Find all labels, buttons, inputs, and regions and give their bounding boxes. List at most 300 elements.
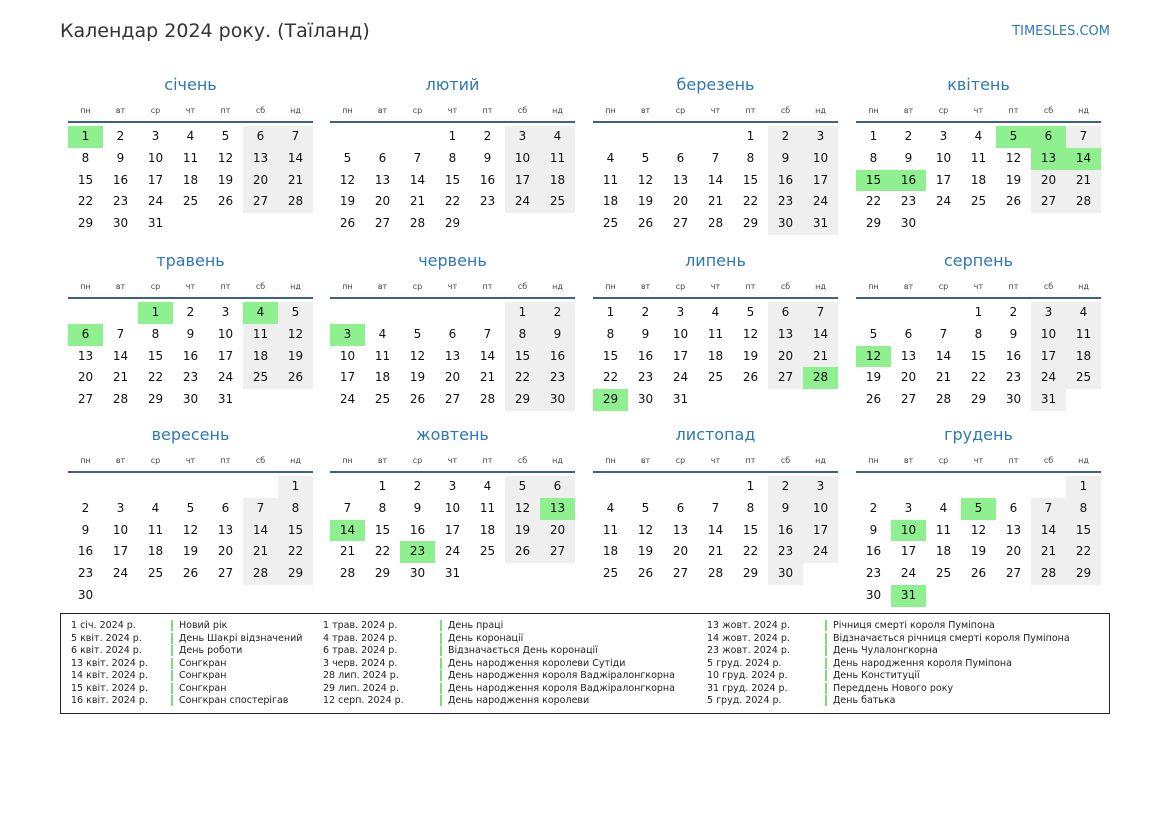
day-cell: 12 <box>217 150 234 165</box>
day-cell: 10 <box>1031 324 1066 346</box>
day-cell: 11 <box>1066 324 1101 346</box>
day-cell: 16 <box>112 172 129 187</box>
day-cell: 21 <box>1066 170 1101 192</box>
legend-date: 1 трав. 2024 р. <box>323 620 398 631</box>
day-cell: 19 <box>278 346 313 368</box>
empty-cell <box>926 302 961 324</box>
day-cell: 29 <box>742 566 759 581</box>
holiday-day-cell: 12 <box>856 346 891 368</box>
day-cell: 14 <box>409 172 426 187</box>
legend-holiday-name: Сонгкран <box>171 658 226 669</box>
weekday-header <box>593 454 838 473</box>
month-calendar <box>593 424 838 585</box>
day-cell: 22 <box>374 544 391 559</box>
day-cell: 8 <box>869 150 878 165</box>
legend-date: 23 жовт. 2024 р. <box>707 645 790 656</box>
day-cell: 31 <box>672 392 689 407</box>
day-cell: 5 <box>413 326 422 341</box>
day-cell: 13 <box>243 148 278 170</box>
weekday-label: ср <box>150 106 161 115</box>
weekday-label: нд <box>815 456 826 465</box>
day-cell: 22 <box>278 541 313 563</box>
day-cell: 11 <box>970 150 987 165</box>
weekday-label: нд <box>1078 106 1089 115</box>
day-cell: 25 <box>540 191 575 213</box>
day-cell: 18 <box>970 172 987 187</box>
days-grid <box>330 126 575 235</box>
day-cell: 2 <box>641 305 650 319</box>
weekday-label: вт <box>115 106 126 115</box>
legend-date: 12 серп. 2024 р. <box>323 695 404 706</box>
day-cell: 5 <box>505 476 540 498</box>
month-calendar <box>68 250 313 411</box>
day-cell: 18 <box>1066 346 1101 368</box>
day-cell: 27 <box>243 191 278 213</box>
day-cell: 4 <box>540 126 575 148</box>
empty-cell <box>365 126 400 148</box>
day-cell: 29 <box>77 216 94 231</box>
legend-holiday-name: День роботи <box>171 645 242 656</box>
day-cell: 24 <box>505 191 540 213</box>
holiday-day-cell: 13 <box>540 498 575 520</box>
day-cell: 11 <box>707 326 724 341</box>
day-cell: 5 <box>221 129 230 143</box>
legend-date: 4 трав. 2024 р. <box>323 632 398 644</box>
day-cell: 7 <box>711 500 720 515</box>
day-cell: 4 <box>1066 302 1101 324</box>
day-cell: 23 <box>768 191 803 213</box>
day-cell: 7 <box>483 326 492 341</box>
legend-holiday-name: Річниця смерті короля Пуміпона <box>825 620 995 631</box>
empty-cell <box>698 126 733 148</box>
empty-cell <box>330 302 365 324</box>
day-cell: 2 <box>904 129 913 143</box>
day-cell: 30 <box>540 389 575 411</box>
day-cell: 18 <box>602 194 619 209</box>
day-cell: 17 <box>935 172 952 187</box>
day-cell: 20 <box>672 544 689 559</box>
day-cell: 9 <box>768 498 803 520</box>
day-cell: 14 <box>1031 520 1066 542</box>
day-cell: 18 <box>479 522 496 537</box>
day-cell: 12 <box>637 522 654 537</box>
weekday-label: чт <box>447 106 458 115</box>
weekday-label: пт <box>482 282 493 291</box>
day-cell: 9 <box>116 150 125 165</box>
day-cell: 24 <box>112 566 129 581</box>
day-cell: 24 <box>935 194 952 209</box>
day-cell: 10 <box>505 148 540 170</box>
empty-cell <box>593 126 628 148</box>
weekday-label: пн <box>605 282 616 291</box>
weekday-label: вт <box>903 106 914 115</box>
day-cell: 7 <box>939 326 948 341</box>
day-cell: 21 <box>479 370 496 385</box>
day-cell: 15 <box>278 520 313 542</box>
legend-holiday-name: Новий рік <box>171 620 227 631</box>
weekday-label: ср <box>150 456 161 465</box>
day-cell: 14 <box>112 348 129 363</box>
day-cell: 6 <box>448 326 457 341</box>
empty-cell <box>470 302 505 324</box>
weekday-header <box>68 280 313 299</box>
day-cell: 15 <box>147 348 164 363</box>
day-cell: 3 <box>904 500 913 515</box>
day-cell: 28 <box>935 392 952 407</box>
day-cell: 27 <box>900 392 917 407</box>
days-grid <box>68 126 313 235</box>
legend-holiday-name: День праці <box>440 620 503 631</box>
day-cell: 31 <box>1031 389 1066 411</box>
day-cell: 27 <box>540 541 575 563</box>
weekday-label: нд <box>552 282 563 291</box>
day-cell: 10 <box>803 148 838 170</box>
day-cell: 29 <box>505 389 540 411</box>
weekday-label: пт <box>1008 282 1019 291</box>
day-cell: 6 <box>378 150 387 165</box>
day-cell: 27 <box>217 566 234 581</box>
day-cell: 3 <box>505 126 540 148</box>
day-cell: 16 <box>865 544 882 559</box>
day-cell: 10 <box>803 498 838 520</box>
month-calendar <box>68 424 313 607</box>
empty-cell <box>926 476 961 498</box>
month-name: березень <box>676 75 755 94</box>
weekday-label: пн <box>605 106 616 115</box>
empty-cell <box>663 126 698 148</box>
empty-cell <box>103 302 138 324</box>
day-cell: 15 <box>970 348 987 363</box>
holiday-day-cell: 31 <box>891 585 926 607</box>
day-cell: 30 <box>1005 392 1022 407</box>
weekday-label: вт <box>903 282 914 291</box>
day-cell: 21 <box>707 544 724 559</box>
legend-holiday-name: Сонгкран спостерігав <box>171 695 288 706</box>
day-cell: 2 <box>768 126 803 148</box>
day-cell: 29 <box>444 216 461 231</box>
weekday-label: нд <box>552 456 563 465</box>
day-cell: 10 <box>935 150 952 165</box>
day-cell: 1 <box>974 305 983 319</box>
month-name: лютий <box>425 75 480 94</box>
weekday-header <box>856 104 1101 123</box>
day-cell: 3 <box>803 476 838 498</box>
day-cell: 4 <box>711 305 720 319</box>
day-cell: 1 <box>278 476 313 498</box>
day-cell: 3 <box>1031 302 1066 324</box>
day-cell: 17 <box>803 520 838 542</box>
weekday-label: сб <box>517 106 528 115</box>
day-cell: 17 <box>339 370 356 385</box>
weekday-label: чт <box>710 106 721 115</box>
day-cell: 26 <box>505 541 540 563</box>
day-cell: 21 <box>803 346 838 368</box>
legend-holiday-name: Сонгкран <box>171 683 226 694</box>
day-cell: 20 <box>540 520 575 542</box>
weekday-label: нд <box>1078 456 1089 465</box>
empty-cell <box>961 476 996 498</box>
weekday-label: вт <box>377 106 388 115</box>
day-cell: 23 <box>900 194 917 209</box>
weekday-label: пт <box>220 456 231 465</box>
day-cell: 18 <box>540 170 575 192</box>
day-cell: 25 <box>707 370 724 385</box>
day-cell: 14 <box>278 148 313 170</box>
holiday-day-cell: 4 <box>243 302 278 324</box>
weekday-label: вт <box>377 282 388 291</box>
legend-holiday-name: День коронації <box>440 633 523 644</box>
weekday-label: чт <box>185 456 196 465</box>
weekday-header <box>856 454 1101 473</box>
holiday-legend <box>60 613 1110 714</box>
day-cell: 31 <box>147 216 164 231</box>
day-cell: 15 <box>374 522 391 537</box>
day-cell: 31 <box>444 566 461 581</box>
weekday-label: пн <box>342 456 353 465</box>
day-cell: 3 <box>676 305 685 319</box>
days-grid <box>68 302 313 411</box>
day-cell: 31 <box>217 392 234 407</box>
day-cell: 21 <box>1031 541 1066 563</box>
day-cell: 13 <box>672 172 689 187</box>
day-cell: 6 <box>243 126 278 148</box>
day-cell: 18 <box>707 348 724 363</box>
day-cell: 25 <box>243 367 278 389</box>
month-calendar <box>593 74 838 235</box>
day-cell: 13 <box>77 348 94 363</box>
day-cell: 6 <box>676 500 685 515</box>
weekday-label: вт <box>377 456 388 465</box>
weekday-label: нд <box>1078 282 1089 291</box>
days-grid <box>68 476 313 607</box>
weekday-label: пн <box>868 456 879 465</box>
day-cell: 26 <box>409 392 426 407</box>
day-cell: 6 <box>540 476 575 498</box>
site-link[interactable]: TIMESLES.COM <box>1012 24 1110 39</box>
day-cell: 20 <box>768 346 803 368</box>
legend-holiday-name: Відзначається річниця смерті короля Пуміпона <box>825 633 1070 644</box>
weekday-label: сб <box>780 282 791 291</box>
empty-cell <box>593 476 628 498</box>
day-cell: 13 <box>374 172 391 187</box>
weekday-label: пт <box>1008 456 1019 465</box>
day-cell: 12 <box>339 172 356 187</box>
empty-cell <box>891 302 926 324</box>
day-cell: 8 <box>1066 498 1101 520</box>
weekday-label: сб <box>780 456 791 465</box>
legend-date: 16 квіт. 2024 р. <box>71 695 148 706</box>
day-cell: 3 <box>221 305 230 319</box>
day-cell: 24 <box>1031 367 1066 389</box>
day-cell: 21 <box>112 370 129 385</box>
day-cell: 14 <box>935 348 952 363</box>
day-cell: 6 <box>768 302 803 324</box>
day-cell: 21 <box>243 541 278 563</box>
weekday-label: сб <box>255 106 266 115</box>
day-cell: 17 <box>505 170 540 192</box>
weekday-label: сб <box>1043 456 1054 465</box>
day-cell: 8 <box>81 150 90 165</box>
day-cell: 23 <box>540 367 575 389</box>
weekday-label: чт <box>447 456 458 465</box>
day-cell: 4 <box>974 129 983 143</box>
holiday-day-cell: 3 <box>330 324 365 346</box>
day-cell: 12 <box>742 326 759 341</box>
day-cell: 11 <box>374 348 391 363</box>
weekday-label: пт <box>745 106 756 115</box>
legend-date: 3 черв. 2024 р. <box>323 657 398 669</box>
empty-cell <box>243 476 278 498</box>
day-cell: 4 <box>151 500 160 515</box>
day-cell: 27 <box>444 392 461 407</box>
day-cell: 29 <box>970 392 987 407</box>
legend-date: 13 жовт. 2024 р. <box>707 620 790 631</box>
days-grid <box>856 302 1101 411</box>
legend-holiday-name: День Шакрі відзначений <box>171 633 302 644</box>
day-cell: 22 <box>742 194 759 209</box>
holiday-day-cell: 5 <box>961 498 996 520</box>
day-cell: 27 <box>374 216 391 231</box>
day-cell: 27 <box>672 216 689 231</box>
legend-date: 31 груд. 2024 р. <box>707 682 788 694</box>
legend-holiday-name: День народження королеви <box>440 695 589 706</box>
day-cell: 23 <box>637 370 654 385</box>
month-name: травень <box>156 251 225 270</box>
day-cell: 6 <box>1009 500 1018 515</box>
day-cell: 21 <box>935 370 952 385</box>
weekday-label: вт <box>115 282 126 291</box>
day-cell: 22 <box>1066 541 1101 563</box>
weekday-label: сб <box>255 456 266 465</box>
legend-holiday-name: День народження королеви Сутіди <box>440 658 625 669</box>
days-grid <box>593 476 838 585</box>
day-cell: 24 <box>803 541 838 563</box>
day-cell: 20 <box>1031 170 1066 192</box>
month-name: січень <box>164 75 217 94</box>
day-cell: 30 <box>900 216 917 231</box>
day-cell: 12 <box>970 522 987 537</box>
day-cell: 23 <box>865 566 882 581</box>
weekday-label: вт <box>903 456 914 465</box>
day-cell: 10 <box>147 150 164 165</box>
weekday-header <box>330 104 575 123</box>
day-cell: 6 <box>221 500 230 515</box>
day-cell: 19 <box>182 544 199 559</box>
month-name: квітень <box>947 75 1010 94</box>
day-cell: 30 <box>637 392 654 407</box>
day-cell: 16 <box>479 172 496 187</box>
weekday-label: пн <box>605 456 616 465</box>
day-cell: 14 <box>707 172 724 187</box>
empty-cell <box>628 126 663 148</box>
day-cell: 25 <box>147 566 164 581</box>
day-cell: 1 <box>378 479 387 493</box>
legend-holiday-name: Відзначається День коронації <box>440 645 598 656</box>
day-cell: 30 <box>768 213 803 235</box>
month-name: вересень <box>151 425 230 444</box>
day-cell: 19 <box>742 348 759 363</box>
weekday-label: пн <box>868 282 879 291</box>
day-cell: 1 <box>1066 476 1101 498</box>
month-name: серпень <box>944 251 1013 270</box>
weekday-label: чт <box>973 456 984 465</box>
weekday-label: ср <box>412 106 423 115</box>
day-cell: 9 <box>540 324 575 346</box>
day-cell: 5 <box>343 150 352 165</box>
day-cell: 22 <box>505 367 540 389</box>
legend-date: 15 квіт. 2024 р. <box>71 682 148 694</box>
month-name: грудень <box>944 425 1013 444</box>
day-cell: 24 <box>672 370 689 385</box>
day-cell: 1 <box>746 479 755 493</box>
day-cell: 3 <box>803 126 838 148</box>
day-cell: 6 <box>676 150 685 165</box>
day-cell: 30 <box>865 587 882 602</box>
day-cell: 23 <box>182 370 199 385</box>
day-cell: 29 <box>742 216 759 231</box>
weekday-label: пн <box>342 282 353 291</box>
day-cell: 19 <box>339 194 356 209</box>
day-cell: 10 <box>217 326 234 341</box>
empty-cell <box>400 302 435 324</box>
day-cell: 20 <box>444 370 461 385</box>
day-cell: 8 <box>151 326 160 341</box>
weekday-label: чт <box>185 106 196 115</box>
day-cell: 22 <box>742 544 759 559</box>
weekday-header <box>68 454 313 473</box>
day-cell: 30 <box>112 216 129 231</box>
legend-holiday-name: День народження короля Пуміпона <box>825 658 1012 669</box>
weekday-label: сб <box>517 282 528 291</box>
day-cell: 11 <box>182 150 199 165</box>
day-cell: 26 <box>182 566 199 581</box>
day-cell: 13 <box>217 522 234 537</box>
day-cell: 18 <box>243 346 278 368</box>
day-cell: 25 <box>602 566 619 581</box>
weekday-label: пн <box>342 106 353 115</box>
weekday-label: нд <box>815 282 826 291</box>
weekday-label: нд <box>552 106 563 115</box>
day-cell: 5 <box>278 302 313 324</box>
weekday-label: ср <box>938 282 949 291</box>
holiday-day-cell: 14 <box>1066 148 1101 170</box>
day-cell: 15 <box>505 346 540 368</box>
day-cell: 5 <box>869 326 878 341</box>
day-cell: 10 <box>339 348 356 363</box>
weekday-label: ср <box>938 456 949 465</box>
day-cell: 13 <box>444 348 461 363</box>
weekday-label: чт <box>447 282 458 291</box>
weekday-header <box>330 454 575 473</box>
page-title: Календар 2024 року. (Таїланд) <box>60 20 370 42</box>
month-calendar <box>330 250 575 411</box>
day-cell: 17 <box>444 522 461 537</box>
day-cell: 15 <box>444 172 461 187</box>
holiday-day-cell: 1 <box>138 302 173 324</box>
legend-holiday-name: День народження короля Ваджіралонгкорна <box>440 670 675 681</box>
weekday-label: чт <box>973 282 984 291</box>
day-cell: 16 <box>540 346 575 368</box>
weekday-label: нд <box>815 106 826 115</box>
day-cell: 22 <box>77 194 94 209</box>
day-cell: 28 <box>409 216 426 231</box>
empty-cell <box>856 302 891 324</box>
month-calendar <box>68 74 313 235</box>
day-cell: 29 <box>374 566 391 581</box>
day-cell: 19 <box>865 370 882 385</box>
day-cell: 11 <box>935 522 952 537</box>
weekday-label: сб <box>1043 106 1054 115</box>
